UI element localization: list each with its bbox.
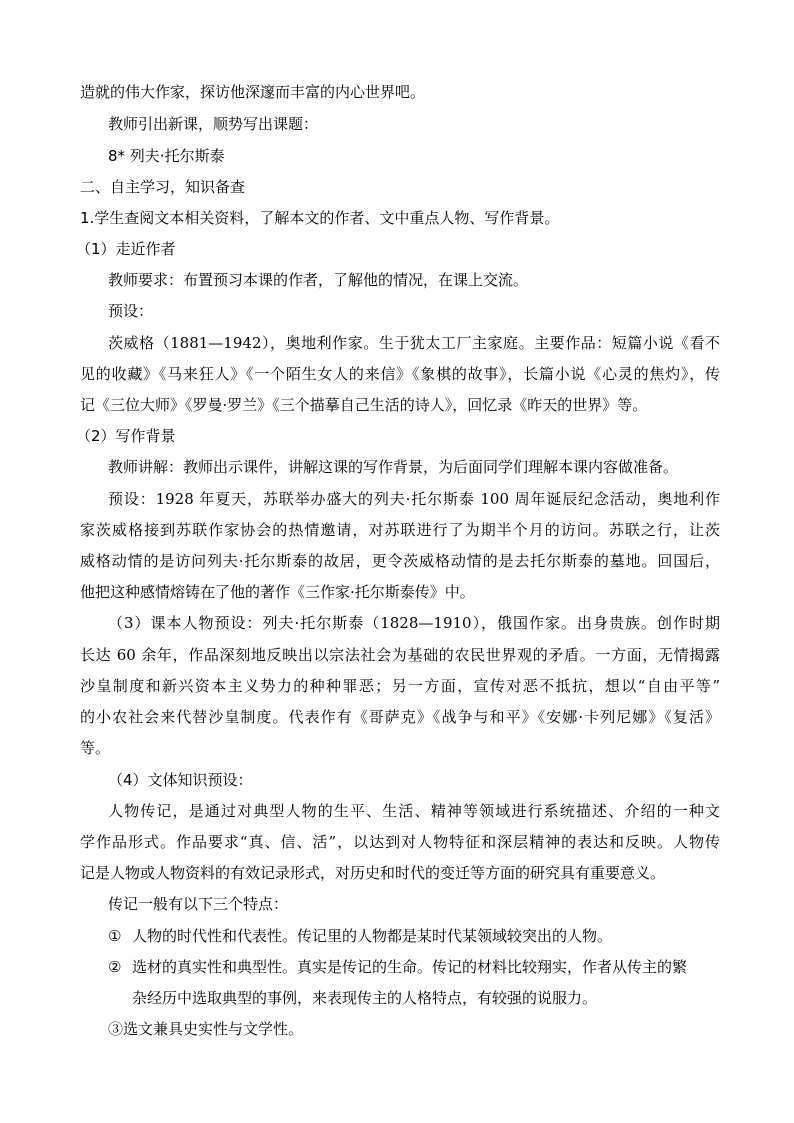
paragraph-line: 人物传记，是通过对典型人物的生平、生活、精神等领域进行系统描述、介绍的一种文 (108, 802, 720, 820)
paragraph-line: 1.学生查阅文本相关资料，了解本文的作者、文中重点人物、写作背景。 (80, 209, 560, 227)
paragraph-line: 长达 60 余年，作品深刻地反映出以宗法社会为基础的农民世界观的矛盾。一方面，无情揭露 (80, 646, 720, 664)
paragraph-line: 教师讲解：教师出示课件，讲解这课的写作背景，为后面同学们理解本课内容做准备。 (108, 458, 679, 476)
paragraph-line: 教师要求：布置预习本课的作者，了解他的情况，在课上交流。 (108, 271, 529, 289)
subsection-heading: （4）文体知识预设： (108, 771, 253, 789)
list-item-text: 人物的时代性和代表性。传记里的人物都是某时代某领域较突出的人物。 (132, 927, 613, 945)
paragraph-line: 茨威格（1881—1942），奥地利作家。生于犹太工厂主家庭。主要作品：短篇小说《看不 (108, 334, 720, 352)
paragraph-line: 预设：1928 年夏天，苏联举办盛大的列夫·托尔斯泰 100 周年诞辰纪念活动，奥地利作 (108, 490, 720, 508)
list-item-text: 选材的真实性和典型性。真实是传记的生命。传记的材料比较翔实，作者从传主的繁 (132, 958, 688, 976)
paragraph-line: 的小农社会来代替沙皇制度。代表作有《哥萨克》《战争与和平》《安娜·卡列尼娜》《复活》 (80, 708, 720, 726)
paragraph-line: 见的收藏》《马来狂人》《一个陌生女人的来信》《象棋的故事》，长篇小说《心灵的焦灼》，传 (80, 365, 720, 383)
list-item (108, 957, 720, 977)
list-number: ① (108, 927, 122, 945)
paragraph-line: 沙皇制度和新兴资本主义势力的种种罪恶；另一方面，宣传对恶不抵抗，想以“自由平等” (80, 677, 720, 695)
list-item (108, 926, 720, 946)
paragraph-line: 他把这种感情熔铸在了他的著作《三作家·托尔斯泰传》中。 (80, 583, 475, 601)
subsection-heading: （2）写作背景 (76, 427, 176, 445)
list-item: ③选文兼具史实性与文学性。 (108, 1020, 304, 1038)
paragraph-line: 杂经历中选取典型的事例，来表现传主的人格特点，有较强的说服力。 (132, 989, 598, 1007)
paragraph-line: 记是人物或人物资料的有效记录形式，对历史和时代的变迁等方面的研究具有重要意义。 (80, 864, 666, 882)
paragraph-line: （3）课本人物预设：列夫·托尔斯泰（1828—1910），俄国作家。出身贵族。创作时期 (108, 614, 720, 632)
list-number: ② (108, 958, 122, 976)
paragraph-line: 学作品形式。作品要求“真、信、活”，以达到对人物特征和深层精神的表达和反映。人物传 (80, 833, 720, 851)
paragraph-line: 家茨威格接到苏联作家协会的热情邀请，对苏联进行了为期半个月的访问。苏联之行，让茨 (80, 521, 720, 539)
paragraph-line: 教师引出新课，顺势写出课题： (108, 115, 319, 133)
lesson-title: 8* 列夫·托尔斯泰 (108, 147, 225, 165)
paragraph-line: 造就的伟大作家，探访他深邃而丰富的内心世界吧。 (80, 83, 426, 101)
paragraph-line: 等。 (80, 739, 111, 757)
paragraph-line: 预设： (108, 302, 154, 320)
paragraph-line: 传记一般有以下三个特点： (108, 895, 289, 913)
paragraph-line: 威格动情的是访问列夫·托尔斯泰的故居，更令茨威格动情的是去托尔斯泰的墓地。回国后， (80, 552, 720, 570)
subsection-heading: （1）走近作者 (76, 240, 176, 258)
paragraph-line: 记《三位大师》《罗曼·罗兰》《三个描摹自己生活的诗人》，回忆录《昨天的世界》等。 (80, 396, 648, 414)
section-heading: 二、自主学习，知识备查 (80, 178, 246, 196)
